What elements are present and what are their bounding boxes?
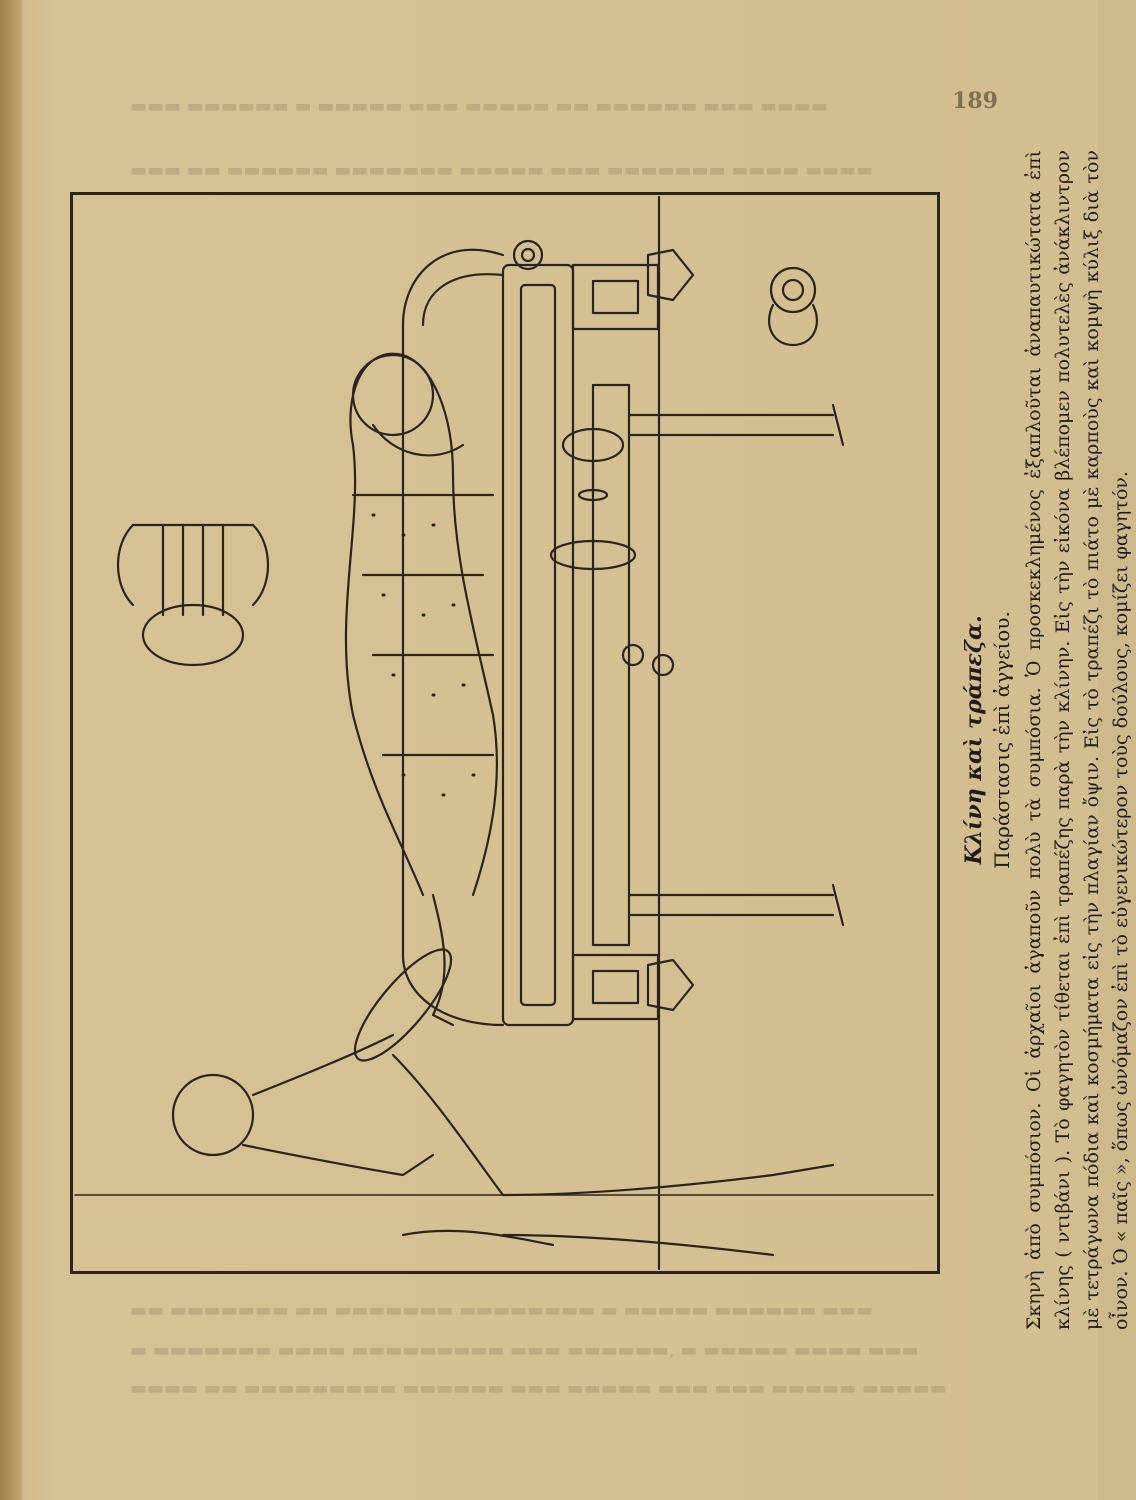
book-spine-shadow: [0, 0, 22, 1500]
reclining-diner: [346, 354, 497, 1025]
show-through-line: ▬▬▬▬ ▬▬ ▬▬▬▬▬▬▬▬▬ ▬▬▬▬▬▬ ▬▬▬ ▬▬▬▬▬ ▬▬▬ ▬▬▬ ▬▬▬▬▬ ▬▬▬▬▬: [130, 1378, 947, 1399]
figure-caption: [960, 150, 1136, 1330]
show-through-line: ▬ ▬▬▬▬▬▬▬ ▬▬▬▬ ▬▬▬▬▬▬▬▬▬ ▬▬▬ ▬▬▬▬▬▬, ▬ ▬▬▬▬▬ ▬▬▬▬ ▬▬▬: [130, 1340, 919, 1361]
caption-title: Κλίνη καὶ τράπεζα.: [961, 615, 987, 865]
kylix-and-fruit-plate: [551, 429, 673, 675]
show-through-line: ▬▬ ▬▬▬▬▬▬▬ ▬▬ ▬▬▬▬▬▬▬ ▬▬▬▬▬▬▬▬ ▬ ▬▬▬▬▬ ▬▬▬▬▬▬ ▬▬▬: [130, 1300, 874, 1321]
show-through-line: ▬▬▬ ▬▬▬▬▬▬ ▬ ▬▬▬▬▬ ▬▬▬ ▬▬▬▬▬ ▬▬ ▬▬▬▬▬▬ ▬▬▬ ▬▬▬▬: [130, 96, 828, 117]
lyre: [118, 525, 268, 665]
illustration-drawing: [73, 195, 937, 1271]
caption-subtitle: Παράστασις ἐπὶ ἀγγείου.: [990, 611, 1014, 869]
show-through-line: ▬▬▬ ▬▬ ▬▬▬▬▬▬ ▬▬▬▬▬▬▬ ▬▬▬▬▬ ▬▬▬ ▬▬▬▬▬▬▬ ▬▬▬▬ ▬▬▬▬: [130, 160, 874, 181]
banquet-illustration: [70, 192, 940, 1274]
couch-kline: [403, 241, 817, 1025]
caption-body: Σκηνὴ ἀπὸ συμπόσιον. Οἱ ἀρχαῖοι ἀγαποῦν πολὺ τὰ συμπόσια. Ὁ προσκεκλημένος ἐξαπλοῦται ἀναπαυτικώτατα ἐπὶ κλίνης ( ντιβάνι ). Τὸ φαγητὸν τίθεται ἐπὶ τραπέζης παρὰ τὴν κλίνην. Εἰς τὴν εἰκόνα βλέπομεν πολυτελὲς ἀνάκλιντρον μὲ τετράγωνα πόδια καὶ κοσμήματα εἰς τὴν πλαγίαν ὄψιν. Εἰς τὸ τραπέζι τὸ πιάτο μὲ καρποὺς καὶ κομψὴ κύλιξ διὰ τὸν οἶνον. Ὁ « παῖς », ὅπως ὠνόμαζον ἐπὶ τὸ εὐγενικώτερον τοὺς δούλους, κομίζει φαγητόν.: [1023, 150, 1132, 1330]
page-number: 189: [952, 88, 998, 114]
